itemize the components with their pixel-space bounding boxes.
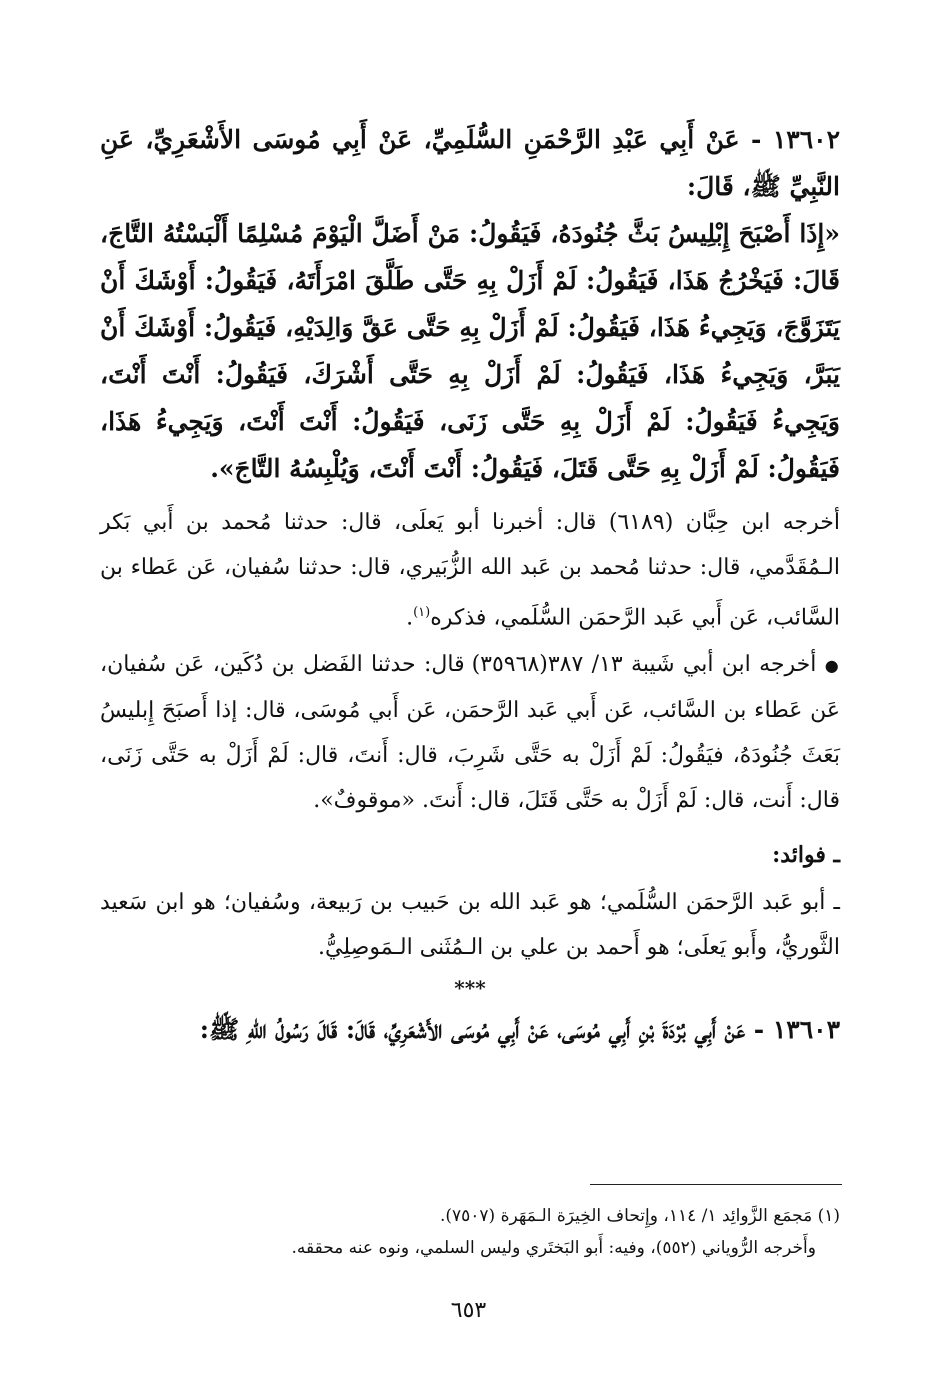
fawaid-heading: ـ فوائد:	[772, 842, 840, 869]
page-number: ٦٥٣	[450, 1298, 487, 1323]
footnote-1: (١) مَجمَع الزَّوائِد ١/ ١١٤، وإِتحاف الخِيرَة الـمَهَرة (٧٥٠٧).	[439, 1206, 840, 1226]
hadith-2-isnad-text: - عَنْ أَبِي بُرْدَةَ بْنِ أَبِي مُوسَى، عَنْ أَبِي مُوسَى الأَشْعَرِيِّ، قَالَ: قَالَ رَسُولُ اللهِ ﷺ:	[199, 1015, 765, 1045]
footnote-ref-1[interactable]: (١)	[413, 605, 431, 620]
hadith-1-matn: «إِذَا أَصْبَحَ إِبْلِيسُ بَثَّ جُنُودَهُ، فَيَقُولُ: مَنْ أَضَلَّ الْيَوْمَ مُسْلِمًا أَلْبَسْتُهُ التَّاجَ، قَالَ: فَيَخْرُجُ هَذَا، فَيَقُولُ: لَمْ أَزَلْ بِهِ حَتَّى طَلَّقَ امْرَأَتَهُ، فَيَقُولُ: أَوْشَكَ أَنْ يَتَزَوَّجَ، وَيَجِيءُ هَذَا، فَيَقُولُ: لَمْ أَزَلْ بِهِ حَتَّى عَقَّ وَالِدَيْهِ، فَيَقُولُ: أَوْشَكَ أَنْ يَبَرَّ، وَيَجِيءُ هَذَا، فَيَقُولُ: لَمْ أَزَلْ بِهِ حَتَّى أَشْرَكَ، فَيَقُولُ: أَنْتَ أَنْتَ، وَيَجِيءُ فَيَقُولُ: لَمْ أَزَلْ بِهِ حَتَّى زَنَى، فَيَقُولُ: أَنْتَ أَنْتَ، وَيَجِيءُ هَذَا، فَيَقُولُ: لَمْ أَزَلْ بِهِ حَتَّى قَتَلَ، فَيَقُولُ: أَنْتَ أَنْتَ، وَيُلْبِسُهُ التَّاجَ».	[100, 219, 840, 483]
takhrij-ibn-abi-shayba-text: أخرجه ابن أبي شَيبة ١٣/ ٣٨٧(٣٥٩٦٨) قال: حدثنا الفَضل بن دُكَين، عَن سُفيان، عَن عَطاء بن السَّائب، عَن أَبي عَبد الرَّحمَن، عَن أَبي مُوسَى، قال: إذا أَصبَحَ إِبليسُ بَعَثَ جُنُودَهُ، فيَقُولُ: لَمْ أَزَلْ به حَتَّى شَرِبَ، قال: أَنتَ، قال: لَمْ أَزَلْ به حَتَّى زَنَى، قال: أَنت، قال: لَمْ أَزَلْ به حَتَّى قَتَلَ، قال: أَنتَ. «موقوفٌ».	[100, 652, 840, 814]
footnote-1-continuation: وأَخرجه الرُّوياني (٥٥٢)، وفيه: أَبو البَختَري وليس السلمي، ونوه عنه محققه.	[291, 1238, 816, 1258]
takhrij-ibn-abi-shayba	[100, 642, 840, 823]
hadith-2-number: ١٣٦٠٣	[772, 1015, 840, 1045]
hadith-2-isnad	[100, 1006, 840, 1053]
section-separator: ***	[454, 976, 486, 1001]
fawaid-text: ـ أبو عَبد الرَّحمَن السُّلَمي؛ هو عَبد الله بن حَبيب بن رَبيعة، وسُفيان؛ هو ابن سَعيد الثَّوريُّ، وأَبو يَعلَى؛ هو أَحمد بن علي بن الـمُثَنى الـمَوصِلِيُّ.	[100, 890, 840, 961]
page-body	[100, 116, 840, 1053]
footnotes	[100, 1200, 840, 1264]
hadith-1-isnad-text: - عَنْ أَبِي عَبْدِ الرَّحْمَنِ السُّلَمِيِّ، عَنْ أَبِي مُوسَى الأَشْعَرِيِّ، عَنِ النَّبِيِّ ﷺ، قَالَ:	[100, 125, 840, 201]
takhrij-ibn-hibban	[100, 500, 840, 640]
bullet-icon: ●	[824, 656, 841, 676]
takhrij-ibn-hibban-text: أخرجه ابن حِبَّان (٦١٨٩) قال: أخبرنا أبو يَعلَى، قال: حدثنا مُحمد بن أَبي بَكر الـمُقَدَّمي، قال: حدثنا مُحمد بن عَبد الله الزُّبَيري، قال: حدثنا سُفيان، عَن عَطاء بن السَّائب، عَن أَبي عَبد الرَّحمَن السُّلَمي، فذكره	[100, 510, 841, 631]
takhrij-ibn-hibban-end: .	[406, 605, 414, 631]
hadith-1-number: ١٣٦٠٢	[772, 125, 840, 154]
hadith-1-isnad	[100, 116, 840, 210]
footnote-divider	[590, 1184, 842, 1185]
